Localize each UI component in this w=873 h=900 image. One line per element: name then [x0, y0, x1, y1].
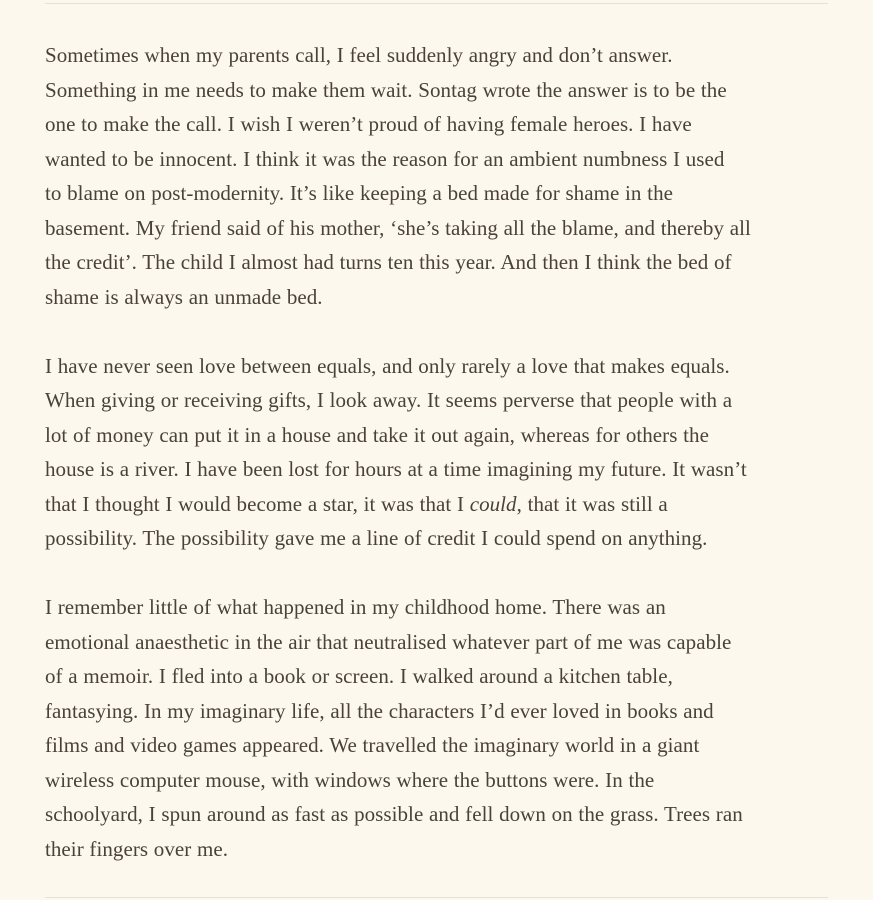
text-line: possibility. The possibility gave me a line of credit I could spend on anything. — [45, 526, 708, 550]
text-line: their fingers over me. — [45, 836, 229, 861]
text-line: I remember little of what happened in my childhood home. There was an — [45, 595, 666, 619]
top-divider — [45, 3, 828, 4]
text-run: , that it was still a — [516, 491, 668, 516]
text-line: Sometimes when my parents call, I feel suddenly angry and don’t answer. — [45, 43, 673, 67]
text-line: emotional anaesthetic in the air that neutralised whatever part of me was capable — [45, 629, 732, 654]
text-line: wireless computer mouse, with windows where the buttons were. In the — [45, 767, 655, 792]
essay-body — [45, 38, 835, 866]
text-run: that I thought I would become a star, it was that I — [45, 491, 470, 516]
text-line: shame is always an unmade bed. — [45, 284, 323, 309]
text-line: to blame on post-modernity. It’s like keeping a bed made for shame in the — [45, 181, 673, 205]
paragraph-2 — [45, 349, 835, 556]
emphasis-could: could — [469, 491, 517, 516]
paragraph-3 — [45, 590, 835, 866]
text-line: When giving or receiving gifts, I look away. It seems perverse that people with a — [45, 388, 733, 412]
text-line: films and video games appeared. We travelled the imaginary world in a giant — [45, 733, 700, 757]
text-line: fantasying. In my imaginary life, all the characters I’d ever loved in books and — [45, 698, 714, 723]
text-line: lot of money can put it in a house and take it out again, whereas for others the — [45, 422, 709, 447]
text-line — [45, 487, 835, 522]
paragraph-1 — [45, 38, 835, 314]
text-line: I have never seen love between equals, and only rarely a love that makes equals. — [45, 353, 730, 378]
text-line: one to make the call. I wish I weren’t proud of having female heroes. I have — [45, 112, 692, 136]
text-line: house is a river. I have been lost for hours at a time imagining my future. It wasn’t — [45, 457, 747, 481]
text-line: of a memoir. I fled into a book or screen. I walked around a kitchen table, — [45, 664, 673, 688]
text-line: basement. My friend said of his mother, ‘she’s taking all the blame, and thereby all — [45, 215, 751, 240]
text-line: the credit’. The child I almost had turns ten this year. And then I think the bed of — [45, 250, 732, 274]
text-line: Something in me needs to make them wait. Sontag wrote the answer is to be the — [45, 77, 727, 102]
bottom-divider — [45, 897, 828, 898]
text-line: wanted to be innocent. I think it was the reason for an ambient numbness I used — [45, 146, 725, 171]
text-line: schoolyard, I spun around as fast as possible and fell down on the grass. Trees ran — [45, 802, 743, 826]
